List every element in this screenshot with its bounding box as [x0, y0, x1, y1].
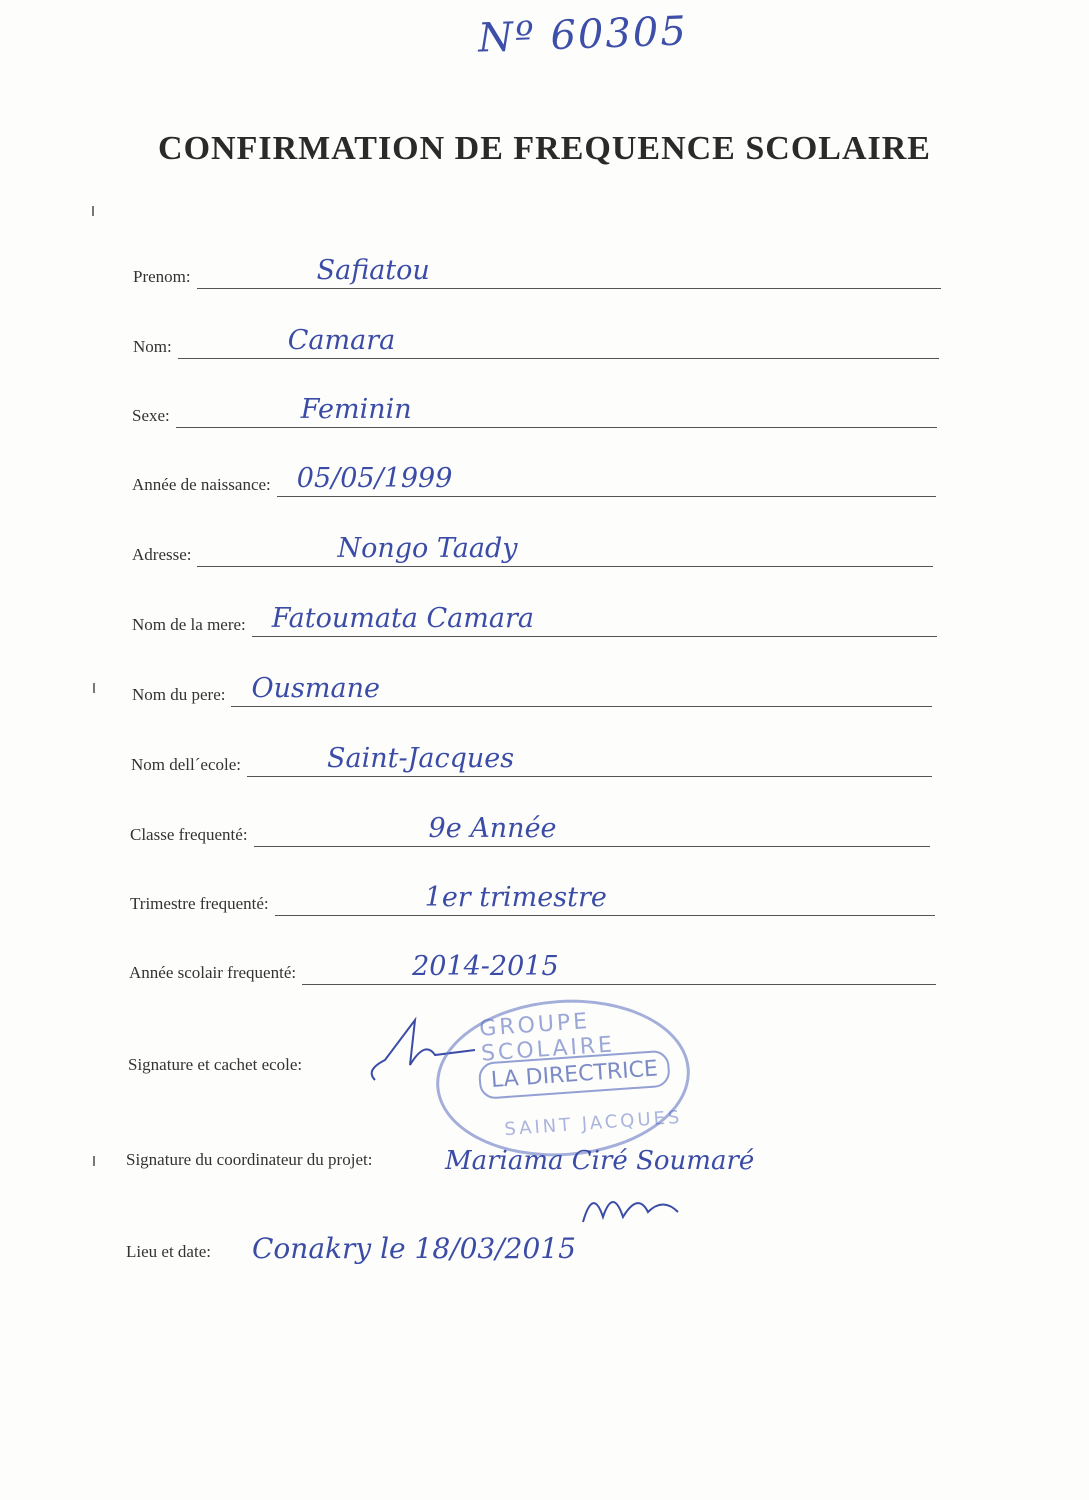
school-signature-label: Signature et cachet ecole:: [128, 1055, 303, 1074]
field-prenom: [133, 255, 941, 289]
field-nom: [133, 325, 939, 359]
place-date-value: Conakry le 18/03/2015: [252, 1232, 576, 1265]
field-value: 1er trimestre: [424, 882, 607, 913]
field-value: Camara: [287, 325, 396, 356]
field-label: Année scolair frequenté:: [129, 963, 297, 982]
field-line: [231, 673, 932, 707]
document-number: Nº 60305: [477, 8, 689, 62]
field-label: Trimestre frequenté:: [130, 894, 269, 913]
field-label: Classe frequenté:: [130, 825, 248, 844]
field-annee-naissance: [132, 463, 936, 497]
stamp-top-text: GROUPE SCOLAIRE: [478, 1009, 616, 1067]
field-line: [254, 813, 930, 847]
field-line: [176, 394, 937, 428]
margin-mark: [93, 683, 95, 693]
field-label: Nom dell´ecole:: [131, 755, 241, 774]
coordinator-signature-label: Signature du coordinateur du projet:: [126, 1150, 373, 1169]
field-value: 2014-2015: [412, 951, 559, 982]
field-label: Nom de la mere:: [132, 615, 246, 634]
field-line: [197, 533, 933, 567]
margin-mark: [93, 1156, 95, 1166]
field-line: [197, 255, 941, 289]
field-value: Feminin: [300, 394, 412, 425]
stamp-bottom-text: SAINT JACQUES: [503, 1106, 684, 1141]
field-classe: [130, 813, 930, 847]
field-trimestre: [130, 882, 935, 916]
margin-mark: [92, 206, 94, 216]
field-line: [277, 463, 936, 497]
field-annee-scolaire: [129, 951, 936, 985]
field-label: Adresse:: [132, 545, 192, 564]
field-label: Sexe:: [132, 406, 170, 425]
field-nom-ecole: [131, 743, 932, 777]
field-label: Prenom:: [133, 267, 191, 286]
field-value: Safiatou: [316, 255, 430, 286]
field-adresse: [132, 533, 933, 567]
document-title: CONFIRMATION DE FREQUENCE SCOLAIRE: [158, 130, 931, 167]
field-value: 9e Année: [428, 813, 557, 844]
field-value: Saint-Jacques: [327, 743, 515, 774]
field-line: [178, 325, 939, 359]
field-sexe: [132, 394, 937, 428]
field-line: [275, 882, 935, 916]
field-value: 05/05/1999: [296, 463, 453, 494]
coordinator-signature: [578, 1182, 688, 1232]
stamp-center-text: LA DIRECTRICE: [478, 1050, 671, 1100]
field-nom-pere: [132, 673, 932, 707]
field-nom-mere: [132, 603, 937, 637]
field-label: Nom du pere:: [132, 685, 226, 704]
place-date-label: Lieu et date:: [126, 1242, 211, 1261]
field-value: Fatoumata Camara: [271, 603, 534, 634]
field-value: Nongo Taady: [337, 533, 518, 564]
field-line: [302, 951, 936, 985]
field-line: [247, 743, 932, 777]
field-value: Ousmane: [251, 673, 380, 704]
coordinator-name: Mariama Ciré Soumaré: [445, 1146, 755, 1176]
field-line: [252, 603, 937, 637]
field-label: Nom:: [133, 337, 172, 356]
field-label: Année de naissance:: [132, 475, 271, 494]
